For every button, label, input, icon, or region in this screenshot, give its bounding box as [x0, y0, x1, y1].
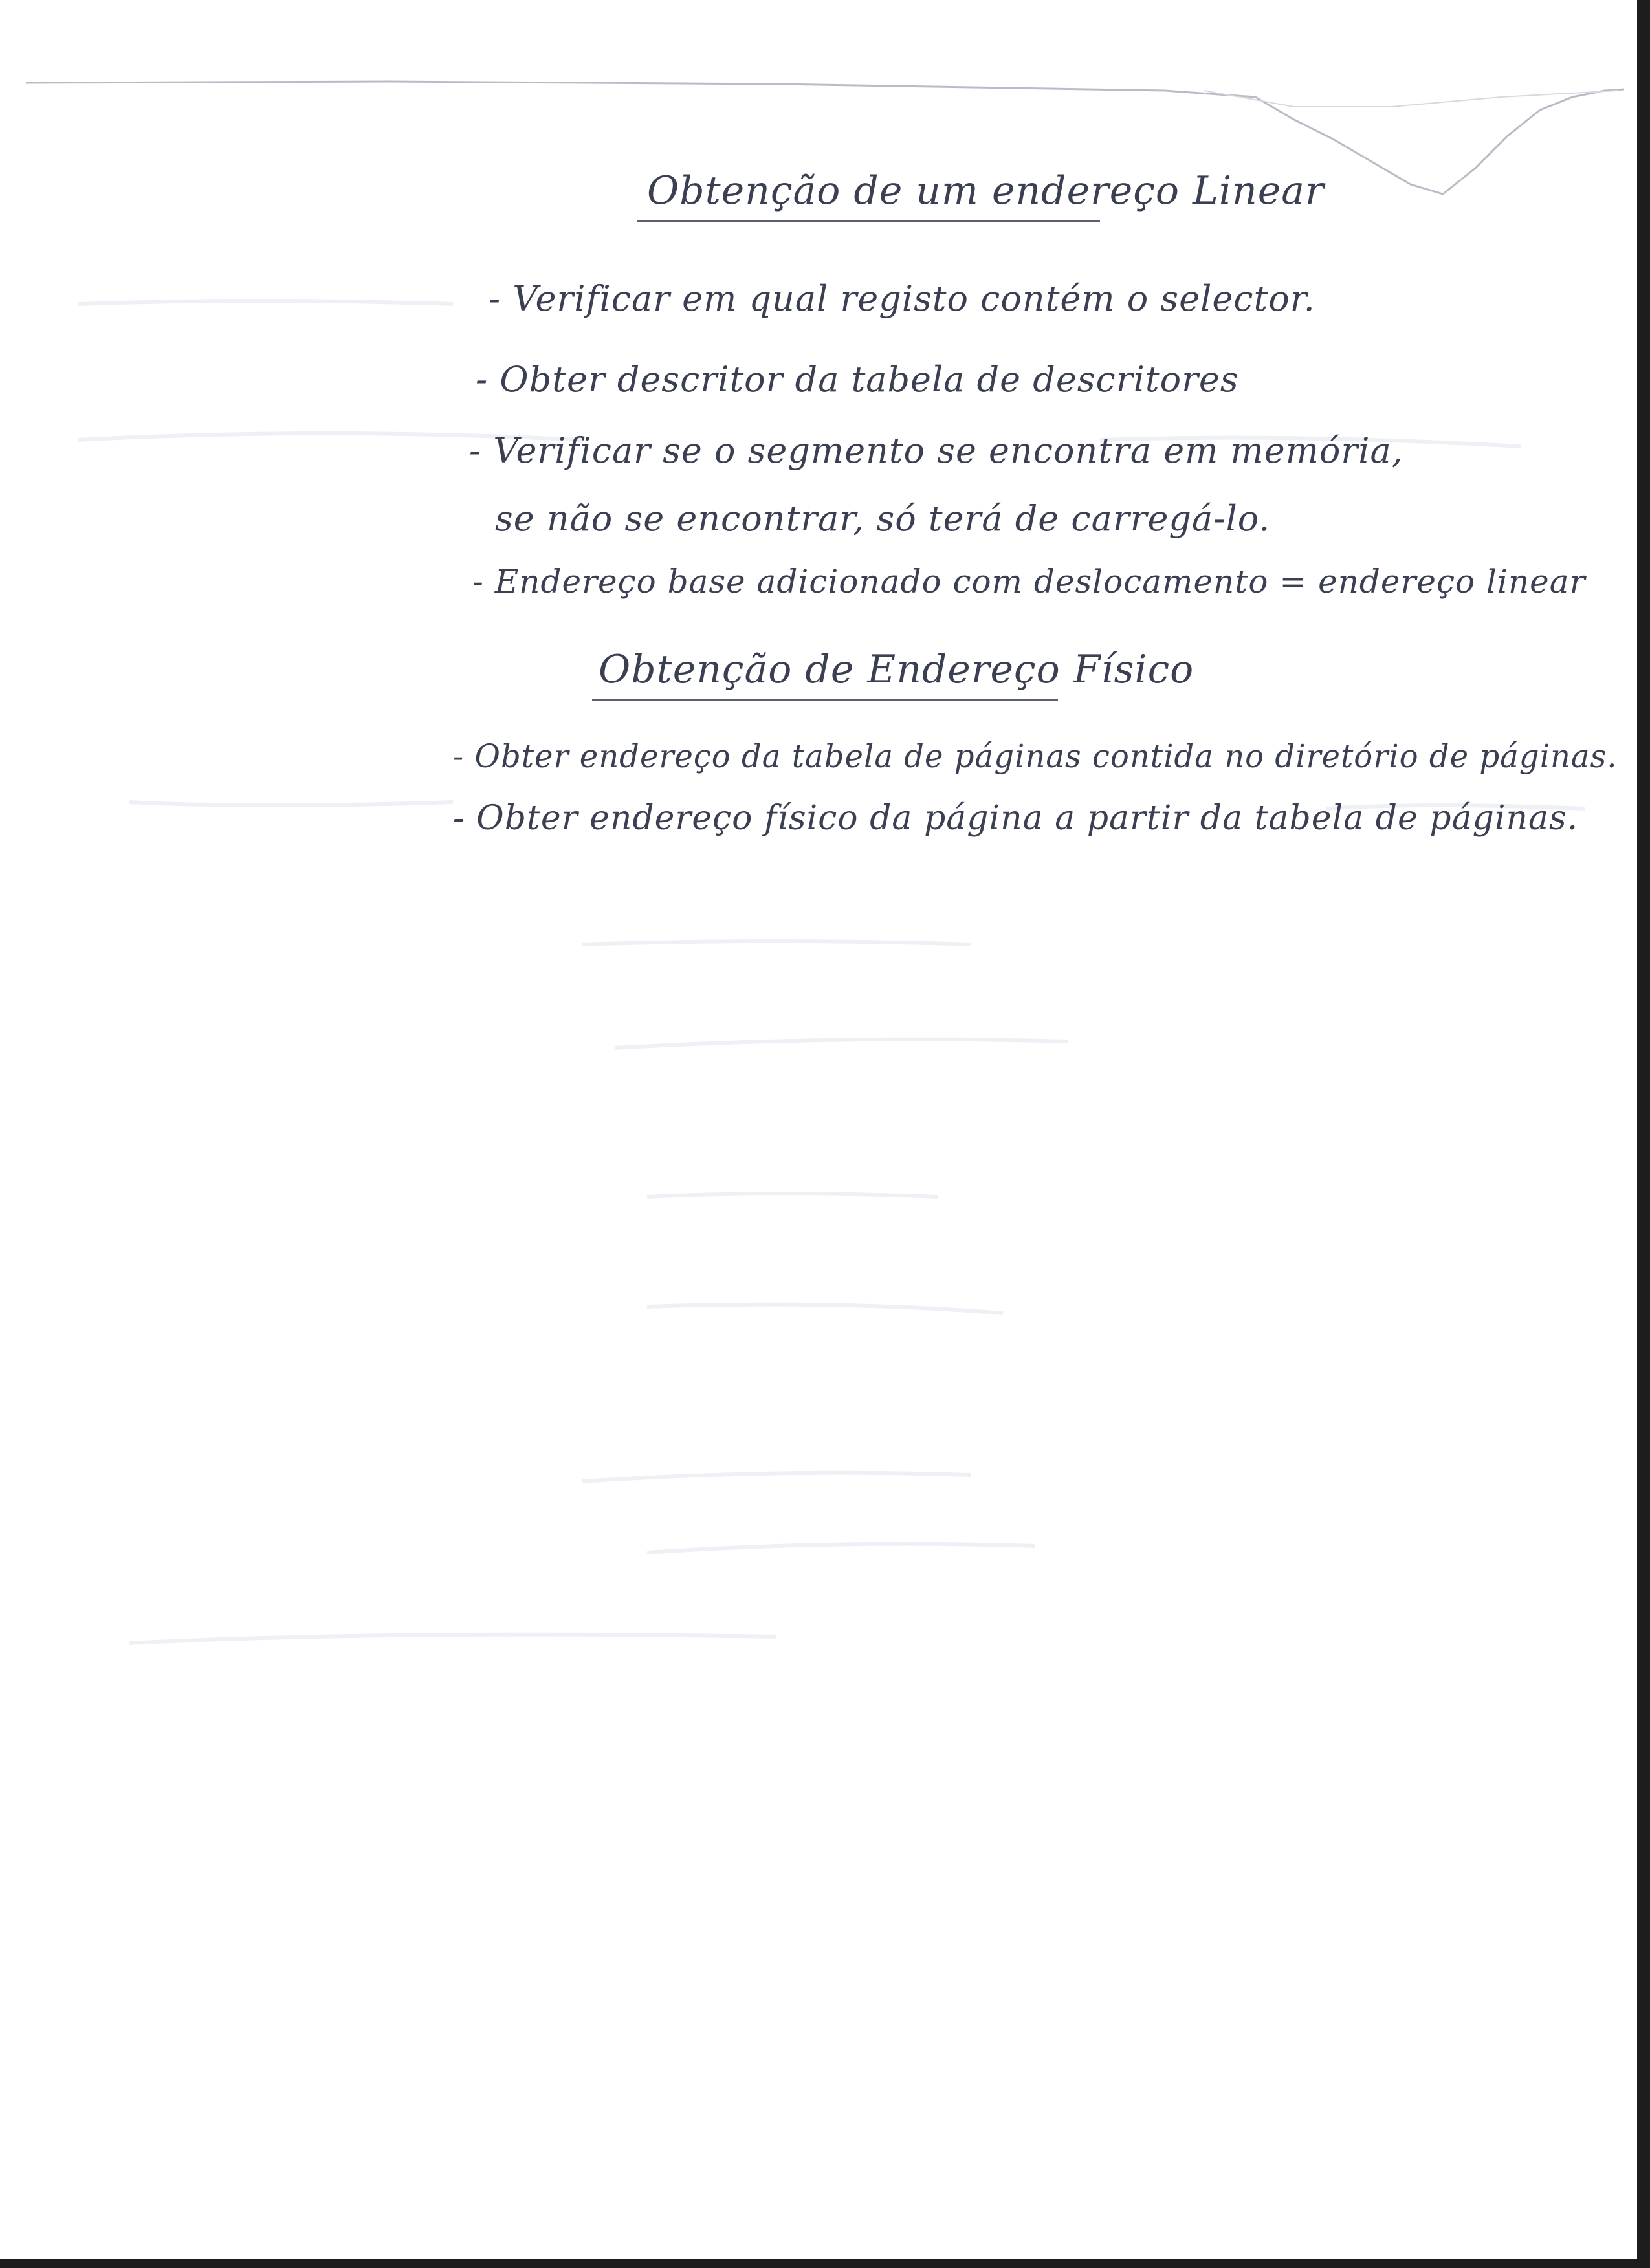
list-item: - Verificar em qual registo contém o selector. — [489, 278, 1315, 319]
section-title-physical-address: Obtenção de Endereço Físico — [599, 647, 1194, 692]
title-underline — [637, 220, 1100, 222]
list-item: - Obter descritor da tabela de descritores — [476, 359, 1239, 400]
list-item-continuation: se não se encontrar, só terá de carregá-lo. — [495, 498, 1271, 539]
list-item: - Verificar se o segmento se encontra em memória, — [469, 430, 1403, 471]
list-item: - Obter endereço da tabela de páginas contida no diretório de páginas. — [453, 737, 1618, 775]
list-item: - Obter endereço físico da página a partir da tabela de páginas. — [453, 799, 1579, 838]
scan-right-border — [1637, 0, 1650, 2268]
title-underline — [592, 699, 1058, 701]
scan-bottom-border — [0, 2259, 1650, 2268]
list-item: - Endereço base adicionado com deslocamento = endereço linear — [472, 563, 1586, 600]
section-title-linear-address: Obtenção de um endereço Linear — [647, 168, 1325, 213]
